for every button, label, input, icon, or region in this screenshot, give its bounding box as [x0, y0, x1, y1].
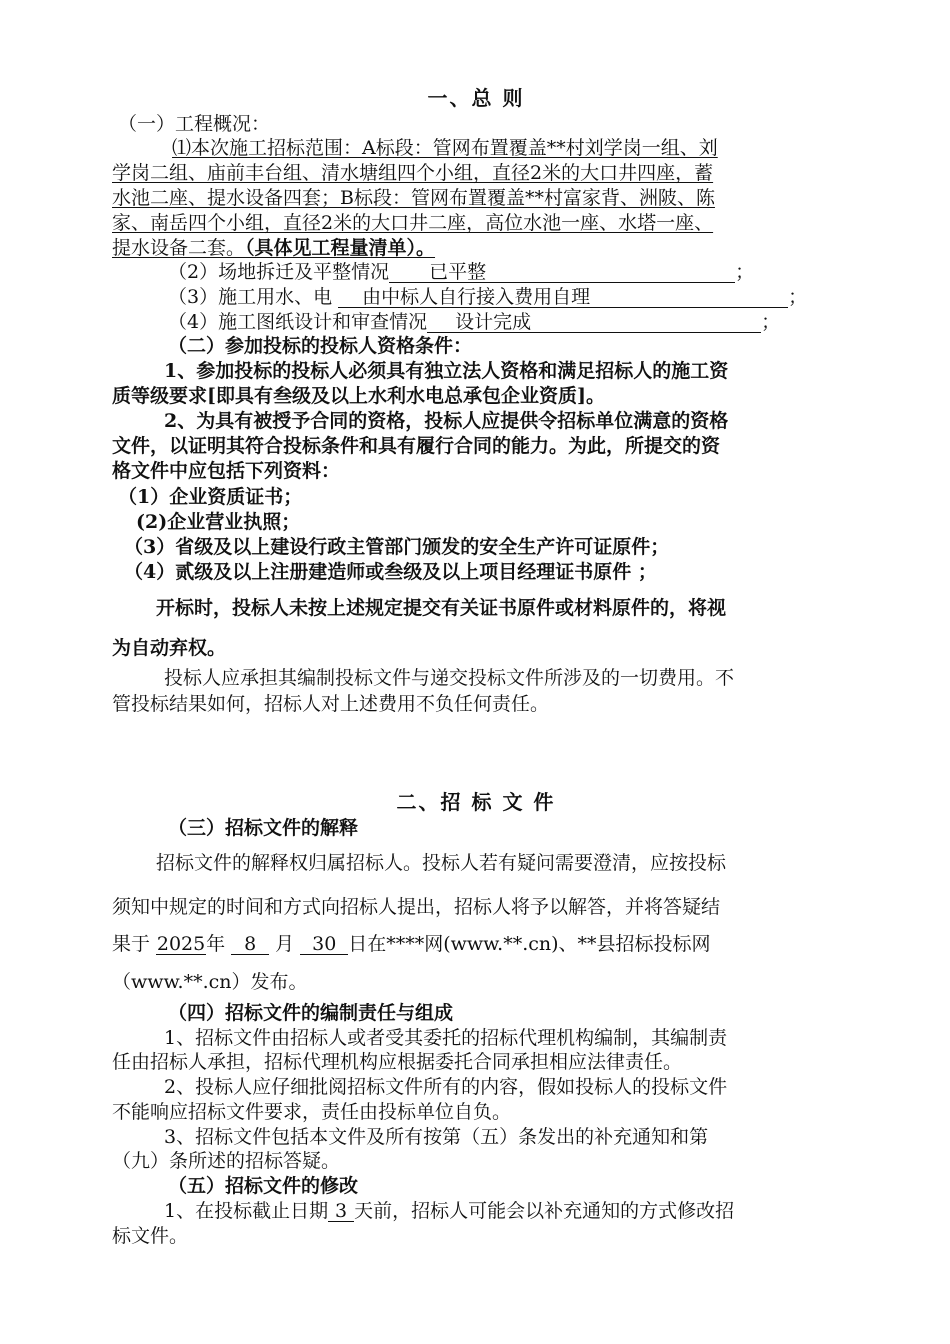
- document-item-1: （1）企业资质证书；: [118, 486, 303, 508]
- interpretation-line-4: （www.**.cn）发布。: [112, 971, 308, 993]
- qualification-1-line-2: 质等级要求[即具有叁级及以上水利水电总承包企业资质]。: [112, 385, 605, 407]
- interpretation-line-2: 须知中规定的时间和方式向招标人提出，招标人将予以解答，并将答疑结: [112, 896, 721, 918]
- section-2-title: 二、招 标 文 件: [396, 790, 556, 814]
- scope-line-2: 学岗二组、庙前丰台组、清水塘组四个小组，直径2米的大口井四座，蓄: [112, 162, 714, 184]
- result-prefix: 果于: [112, 933, 151, 955]
- qualification-2-line-1: 2、为具有被授予合同的资格，投标人应提供令招标单位满意的资格: [164, 410, 729, 432]
- compilation-1-line-1: 1、招标文件由招标人或者受其委托的招标代理机构编制，其编制责: [164, 1027, 728, 1049]
- drawings-end: ；: [761, 311, 781, 333]
- section-1-title: 一、总 则: [427, 86, 525, 110]
- compilation-3-line-1: 3、招标文件包括本文件及所有按第（五）条发出的补充通知和第: [164, 1126, 709, 1148]
- scope-line-5-text: 提水设备二套。: [112, 237, 246, 259]
- compilation-3-line-2: （九）条所述的招标答疑。: [112, 1150, 341, 1172]
- site-clearance-value: 已平整: [389, 262, 735, 283]
- compilation-heading: （四）招标文件的编制责任与组成: [168, 1002, 454, 1024]
- amendment-line-1: [164, 1199, 734, 1223]
- site-clearance-label: （2）场地拆迁及平整情况: [168, 261, 390, 283]
- scope-line-5: [112, 236, 435, 260]
- scope-see-bill: （具体见工程量清单）。: [245, 237, 436, 259]
- water-power-label: （3）施工用水、电: [168, 286, 333, 308]
- answer-month: 8: [231, 934, 269, 955]
- drawings-label: （4）施工图纸设计和审查情况: [168, 311, 428, 333]
- document-item-3: （3）省级及以上建设行政主管部门颁发的安全生产许可证原件；: [124, 536, 670, 558]
- qualification-2-line-2: 文件，以证明其符合投标条件和具有履行合同的能力。为此，所提交的资: [112, 435, 721, 457]
- compilation-2-line-1: 2、投标人应仔细批阅招标文件所有的内容，假如投标人的投标文件: [164, 1076, 728, 1098]
- forfeit-warning-line-2: 为自动弃权。: [112, 637, 227, 659]
- drawings-row: [168, 310, 780, 334]
- day-and-websites: 日在****网(www.**.cn)、**县招标投标网: [348, 933, 711, 955]
- compilation-2-line-2: 不能响应招标文件要求，责任由投标单位自负。: [112, 1101, 512, 1123]
- water-power-end: ；: [788, 286, 808, 308]
- compilation-1-line-2: 任由招标人承担，招标代理机构应根据委托合同承担相应法律责任。: [112, 1051, 683, 1073]
- document-item-4: （4）贰级及以上注册建造师或叁级及以上项目经理证书原件 ；: [124, 561, 657, 583]
- interpretation-line-1: 招标文件的解释权归属招标人。投标人若有疑问需要澄清，应按投标: [156, 852, 727, 874]
- document-item-2: (2)企业营业执照；: [136, 511, 301, 533]
- interpretation-heading: （三）招标文件的解释: [168, 817, 359, 839]
- cost-line-1: 投标人应承担其编制投标文件与递交投标文件所涉及的一切费用。不: [164, 667, 735, 689]
- year-label: 年: [206, 933, 226, 955]
- amendment-suffix: 天前，招标人可能会以补充通知的方式修改招: [354, 1200, 735, 1222]
- amendment-prefix: 1、在投标截止日期: [164, 1200, 329, 1222]
- qualification-2-line-3: 格文件中应包括下列资料：: [112, 460, 341, 482]
- answer-day: 30: [300, 934, 348, 955]
- forfeit-warning-line-1: 开标时，投标人未按上述规定提交有关证书原件或材料原件的，将视: [156, 597, 727, 619]
- interpretation-line-3: [112, 932, 840, 956]
- amendment-heading: （五）招标文件的修改: [168, 1175, 359, 1197]
- site-clearance-row: [168, 260, 754, 284]
- scope-line-3: 水池二座、提水设备四套；B标段：管网布置覆盖**村富家背、洲陂、陈: [112, 187, 715, 209]
- site-clearance-end: ；: [735, 261, 755, 283]
- amendment-days: 3: [328, 1201, 354, 1222]
- overview-heading: （一）工程概况：: [118, 113, 271, 135]
- scope-line-1: ⑴本次施工招标范围：A标段：管网布置覆盖**村刘学岗一组、刘: [172, 137, 718, 159]
- qualification-1-line-1: 1、参加投标的投标人必须具有独立法人资格和满足招标人的施工资: [164, 360, 729, 382]
- water-power-value: 由中标人自行接入费用自理: [338, 287, 788, 308]
- answer-year: 2025: [156, 933, 206, 955]
- drawings-value: 设计完成: [427, 312, 761, 333]
- qualification-heading: （二）参加投标的投标人资格条件：: [168, 335, 473, 357]
- water-power-row: [168, 285, 807, 309]
- scope-line-4: 家、南岳四个小组，直径2米的大口井二座，高位水池一座、水塔一座、: [112, 212, 714, 234]
- month-label: 月: [275, 933, 295, 955]
- amendment-line-2: 标文件。: [112, 1225, 189, 1247]
- cost-line-2: 管投标结果如何，招标人对上述费用不负任何责任。: [112, 693, 550, 715]
